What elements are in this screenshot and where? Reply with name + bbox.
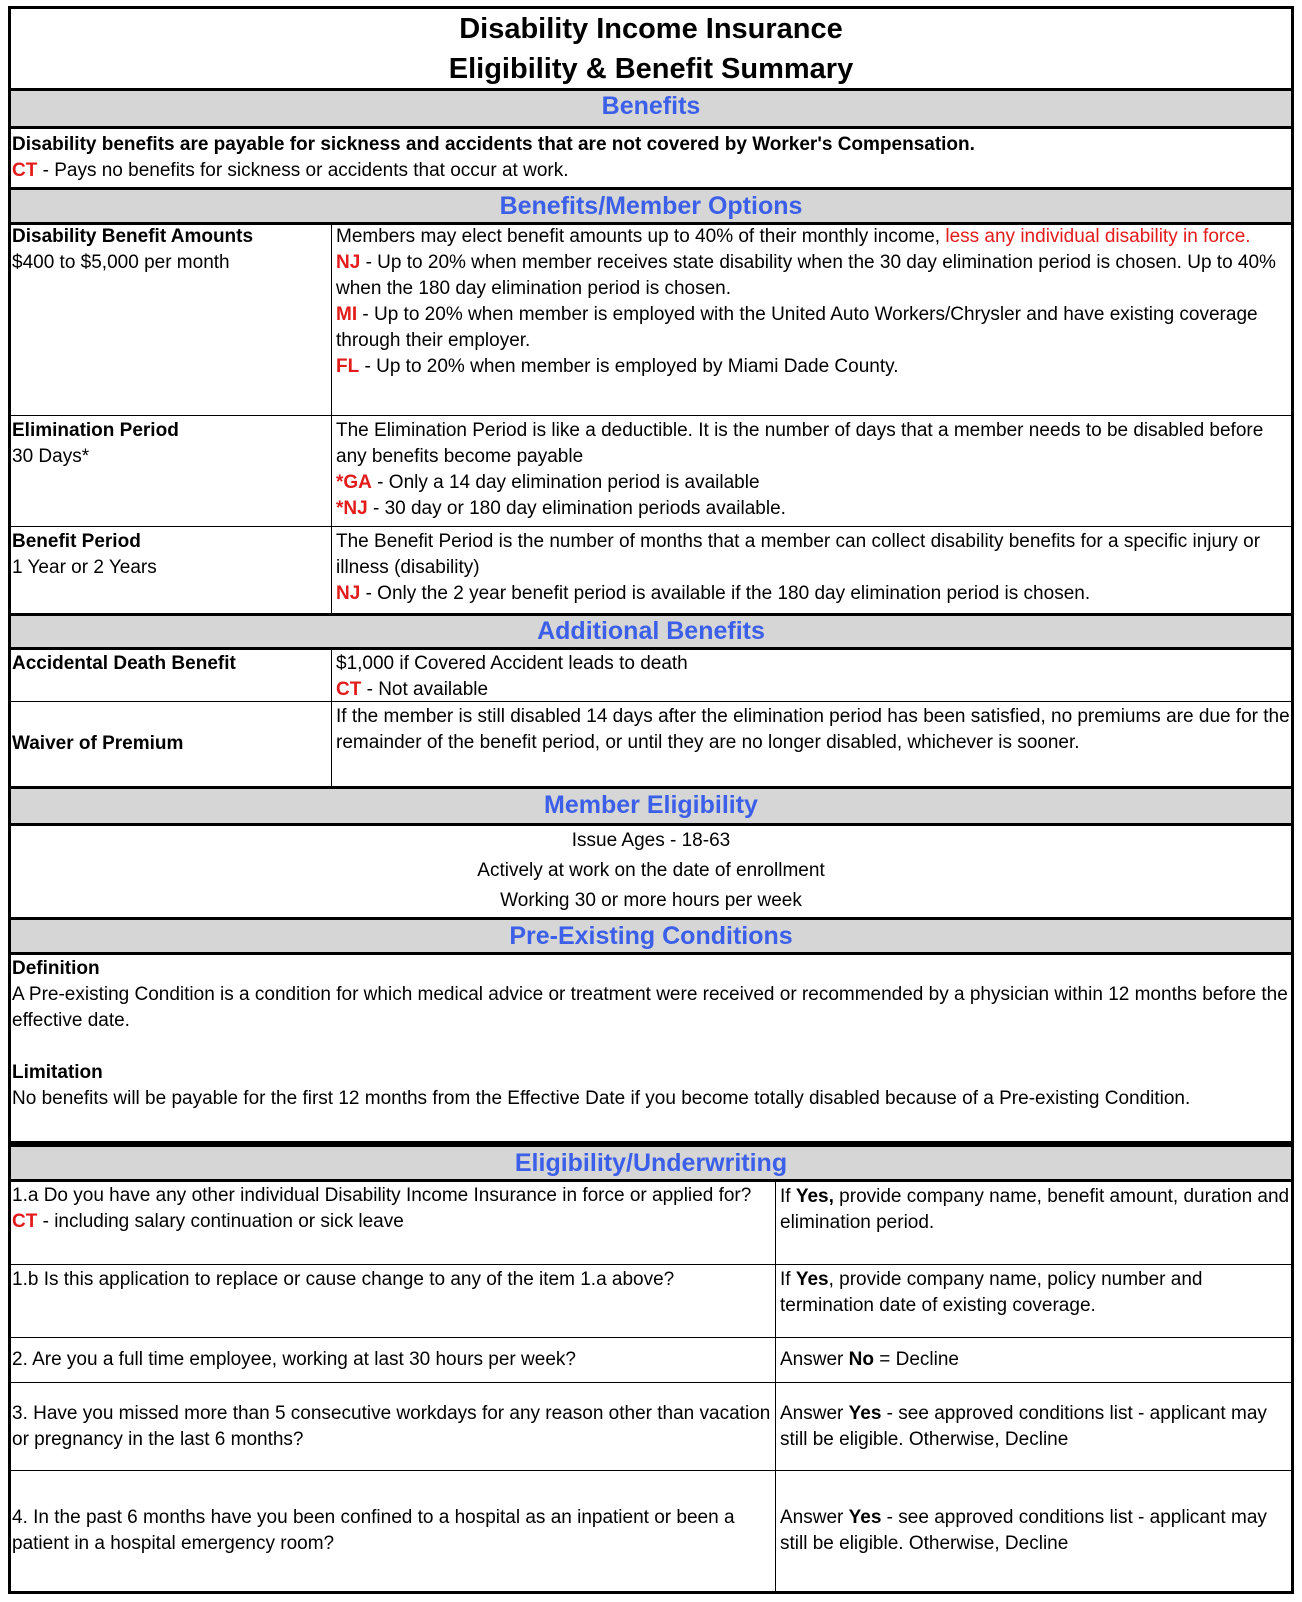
elimination-label-cell <box>8 416 332 526</box>
state-code-mi: MI <box>336 304 358 325</box>
section-header-member-options: Benefits/Member Options <box>8 187 1294 225</box>
elimination-description <box>332 416 1294 526</box>
answer-4-bold: Yes <box>848 1507 882 1528</box>
row-divider <box>8 1337 1294 1338</box>
state-code-ct: CT <box>12 160 38 181</box>
answer-2-text: = Decline <box>873 1349 959 1370</box>
answer-3-text: - see approved conditions list - applicant may still be eligible. Otherwise, Decline <box>780 1402 1267 1450</box>
benefit-period-value: 1 Year or 2 Years <box>12 557 157 578</box>
column-divider <box>331 222 332 613</box>
amounts-nj-note <box>336 250 1290 302</box>
state-code-nj: NJ <box>336 583 361 604</box>
benefit-period-description <box>332 527 1294 613</box>
state-code-ct: CT <box>12 1211 38 1232</box>
title-line-1: Disability Income Insurance <box>459 13 843 45</box>
amounts-mi-note <box>336 302 1290 354</box>
document-title <box>8 6 1294 92</box>
answer-1b-bold: Yes <box>795 1269 829 1290</box>
amounts-label-cell <box>8 222 332 415</box>
state-code-nj: *NJ <box>336 498 368 519</box>
eligibility-issue-ages: Issue Ages - 18-63 <box>571 830 731 851</box>
question-2-text: 2. Are you a full time employee, working at last 30 hours per week? <box>12 1349 576 1370</box>
state-code-ct: CT <box>336 679 362 700</box>
answer-2-bold: No <box>848 1349 874 1370</box>
answer-3-line <box>780 1401 1290 1453</box>
amounts-mi-text: - Up to 20% when member is employed with the United Auto Workers/Chrysler and have existing coverage through their employer. <box>336 304 1258 351</box>
question-4-text: 4. In the past 6 months have you been confined to a hospital as an inpatient or been a patient in a hospital emergency room? <box>12 1507 735 1554</box>
section-header-member-eligibility: Member Eligibility <box>8 786 1294 826</box>
answer-4-line <box>780 1505 1290 1557</box>
answer-1a-bold: Yes, <box>795 1186 834 1207</box>
benefit-period-nj-text: - Only the 2 year benefit period is available if the 180 day elimination period is chosen. <box>360 583 1091 604</box>
column-divider <box>775 1181 776 1593</box>
pre-existing-text <box>8 954 1294 1144</box>
elimination-text: The Elimination Period is like a deductible. It is the number of days that a member needs to be disabled before any benefits become payable <box>336 420 1264 467</box>
question-1a-ct-note <box>12 1209 772 1235</box>
benefits-ct-text: - Pays no benefits for sickness or accidents that occur at work. <box>37 160 569 181</box>
elimination-value: 30 Days* <box>12 446 90 467</box>
limitation-text: No benefits will be payable for the first 12 months from the Effective Date if you become totally disabled because of a Pre-existing Condition. <box>12 1088 1191 1109</box>
row-divider <box>8 415 1294 416</box>
answer-1a <box>776 1181 1294 1264</box>
amounts-value: $400 to $5,000 per month <box>12 252 230 273</box>
accidental-ct-note <box>336 677 1290 701</box>
definition-text: A Pre-existing Condition is a condition for which medical advice or treatment were received or recommended by a physician within 12 months before the effective date. <box>12 984 1288 1031</box>
row-divider <box>8 1470 1294 1471</box>
answer-2 <box>776 1338 1294 1382</box>
question-1b <box>8 1265 776 1337</box>
elimination-ga-note <box>336 470 1290 496</box>
question-1b-text: 1.b Is this application to replace or cause change to any of the item 1.a above? <box>12 1269 675 1290</box>
row-divider <box>8 1264 1294 1265</box>
benefits-text <box>8 129 1294 189</box>
amounts-description <box>332 222 1294 415</box>
question-3 <box>8 1383 776 1470</box>
elimination-label: Elimination Period <box>12 420 179 441</box>
amounts-label: Disability Benefit Amounts <box>12 226 254 247</box>
benefit-period-label-cell <box>8 527 332 613</box>
section-header-additional-benefits: Additional Benefits <box>8 613 1294 650</box>
waiver-description <box>332 702 1294 786</box>
summary-sheet <box>8 6 1294 1594</box>
row-divider <box>8 526 1294 527</box>
answer-1a-pre: If <box>780 1186 796 1207</box>
answer-4-text: - see approved conditions list - applicant may still be eligible. Otherwise, Decline <box>780 1507 1267 1554</box>
benefits-main: Disability benefits are payable for sickness and accidents that are not covered by Worker's Compensation. <box>12 134 975 155</box>
amounts-text-a: Members may elect benefit amounts up to 40% of their monthly income, <box>336 226 946 247</box>
accidental-label-cell <box>8 649 332 701</box>
benefit-period-nj-note <box>336 581 1290 607</box>
section-header-benefits: Benefits <box>8 88 1294 129</box>
question-2 <box>8 1338 776 1382</box>
question-1a <box>8 1181 776 1264</box>
answer-3-pre: Answer <box>780 1402 849 1424</box>
row-divider <box>8 1382 1294 1383</box>
section-divider <box>8 1141 1294 1144</box>
waiver-label: Waiver of Premium <box>12 733 184 754</box>
benefit-period-label: Benefit Period <box>12 531 141 552</box>
question-1a-ct-text: - including salary continuation or sick leave <box>37 1211 404 1232</box>
amounts-nj-text: - Up to 20% when member receives state disability when the 30 day elimination period is chosen. Up to 40% when the 180 day elimination period is chosen. <box>336 252 1276 299</box>
question-1a-text: 1.a Do you have any other individual Disability Income Insurance in force or applied for? <box>12 1185 752 1206</box>
benefits-ct-note <box>12 158 1290 184</box>
question-3-text: 3. Have you missed more than 5 consecutive workdays for any reason other than vacation or pregnancy in the last 6 months? <box>12 1402 771 1450</box>
accidental-description <box>332 649 1294 701</box>
accidental-label: Accidental Death Benefit <box>12 653 236 674</box>
elimination-ga-text: - Only a 14 day elimination period is available <box>371 472 760 493</box>
eligibility-active-work: Actively at work on the date of enrollment <box>477 860 825 881</box>
eligibility-hours: Working 30 or more hours per week <box>500 890 802 911</box>
answer-4-pre: Answer <box>780 1507 849 1528</box>
title-line-2: Eligibility & Benefit Summary <box>448 53 854 85</box>
question-4 <box>8 1471 776 1591</box>
answer-4 <box>776 1471 1294 1591</box>
state-code-nj: NJ <box>336 252 361 273</box>
answer-1b <box>776 1265 1294 1337</box>
column-divider <box>331 649 332 786</box>
waiver-text: If the member is still disabled 14 days after the elimination period has been satisfied, no premiums are due for the remainder of the benefit period, or until they are no longer disabled, whichever is sooner. <box>336 706 1290 753</box>
section-header-underwriting: Eligibility/Underwriting <box>8 1144 1294 1182</box>
state-code-fl: FL <box>336 356 360 377</box>
state-code-ga: *GA <box>336 472 372 493</box>
accidental-text: $1,000 if Covered Accident leads to death <box>336 653 688 674</box>
limitation-label: Limitation <box>12 1062 103 1083</box>
elimination-nj-note <box>336 496 1290 522</box>
amounts-fl-text: - Up to 20% when member is employed by Miami Dade County. <box>359 356 899 377</box>
definition-label: Definition <box>12 958 100 979</box>
elimination-nj-text: - 30 day or 180 day elimination periods available. <box>367 498 786 519</box>
answer-3 <box>776 1383 1294 1470</box>
answer-1a-text: provide company name, benefit amount, duration and elimination period. <box>780 1186 1290 1233</box>
amounts-fl-note <box>336 354 1290 380</box>
member-eligibility-list <box>8 826 1294 918</box>
answer-1b-text: , provide company name, policy number and termination date of existing coverage. <box>780 1269 1203 1316</box>
waiver-label-cell <box>8 702 332 786</box>
answer-2-line <box>780 1347 959 1373</box>
answer-3-bold: Yes <box>848 1402 882 1424</box>
answer-2-pre: Answer <box>780 1349 849 1370</box>
amounts-main-text <box>336 224 1290 250</box>
answer-1b-pre: If <box>780 1269 796 1290</box>
row-divider <box>8 701 1294 702</box>
benefit-period-text: The Benefit Period is the number of months that a member can collect disability benefits for a specific injury or illness (disability) <box>336 531 1261 578</box>
section-header-pre-existing: Pre-Existing Conditions <box>8 917 1294 955</box>
amounts-text-red: less any individual disability in force. <box>945 226 1251 247</box>
accidental-ct-text: - Not available <box>361 679 489 700</box>
spacer <box>12 1034 1290 1060</box>
